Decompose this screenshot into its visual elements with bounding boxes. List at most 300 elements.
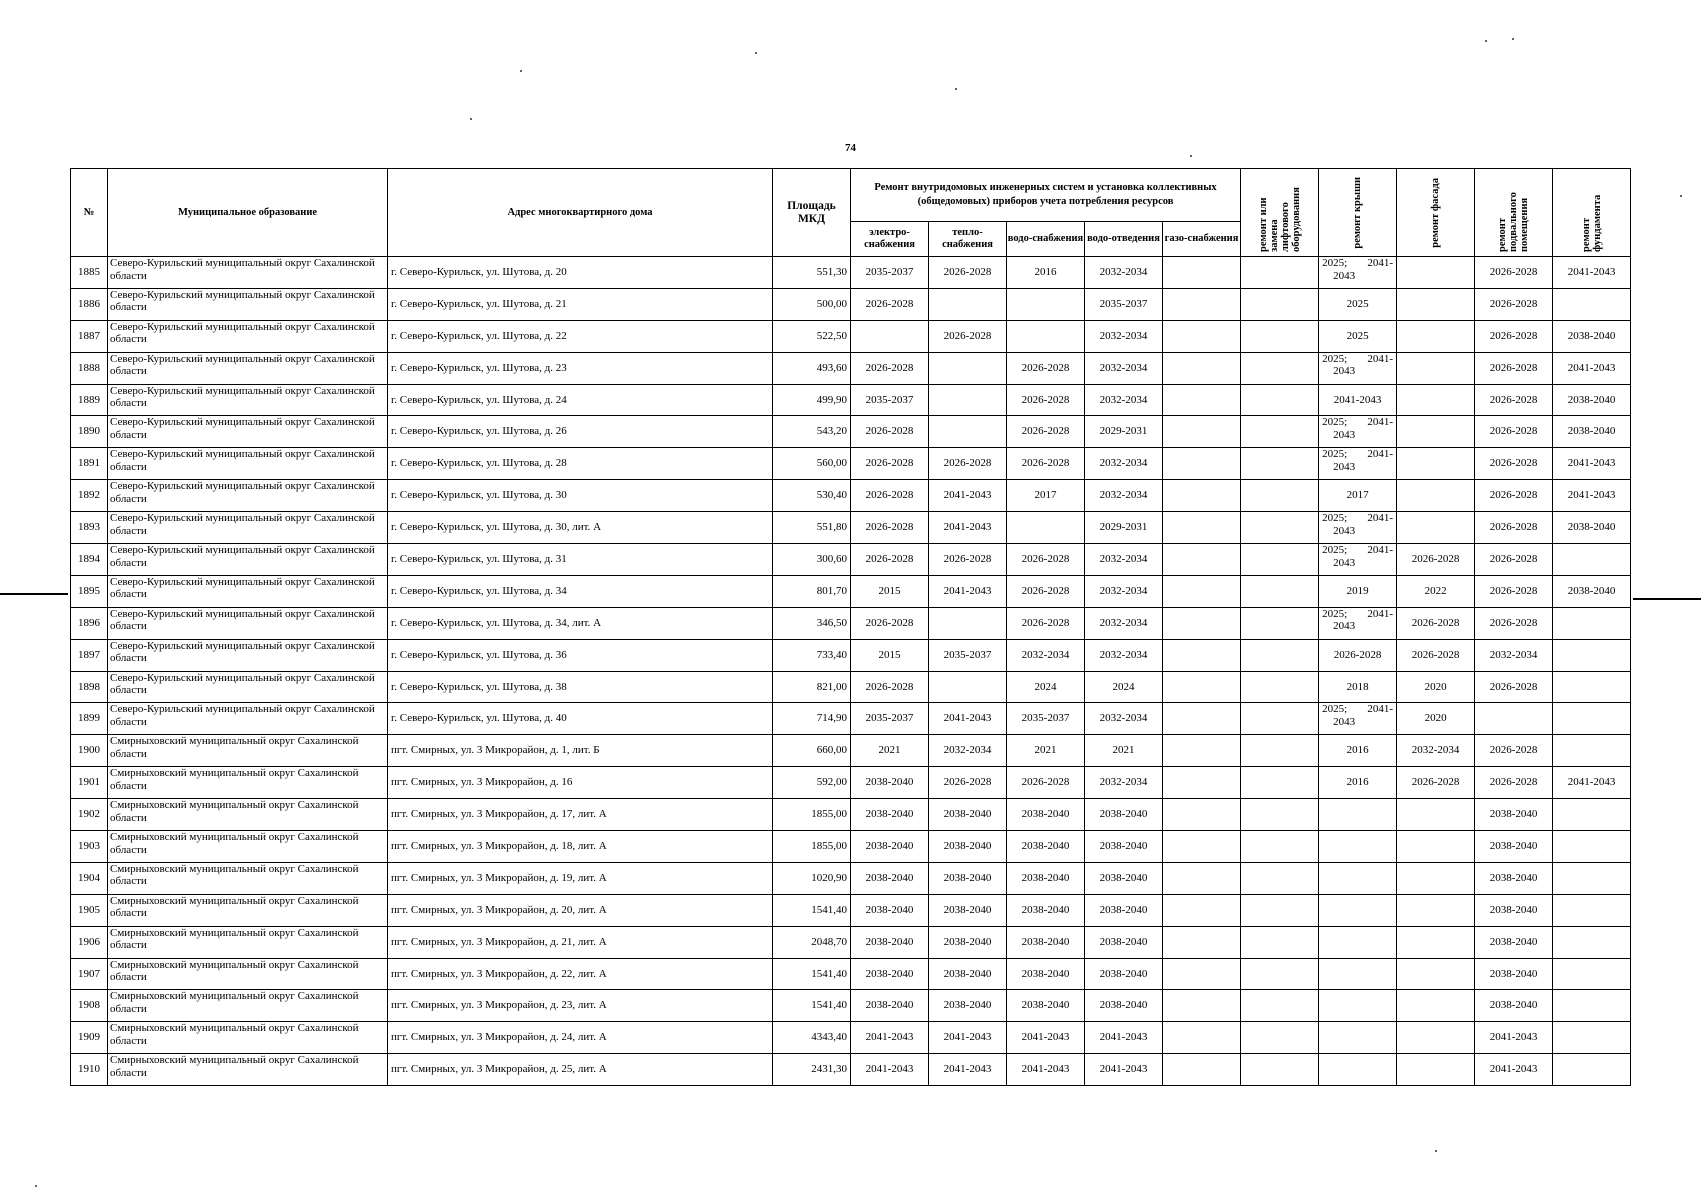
area-cell: 551,30 — [773, 257, 851, 289]
heat-cell: 2041-2043 — [929, 703, 1007, 735]
address-cell: г. Северо-Курильск, ул. Шутова, д. 34, лит. А — [388, 607, 773, 639]
facade-cell — [1397, 416, 1475, 448]
electricity-cell: 2015 — [851, 575, 929, 607]
heat-cell: 2038-2040 — [929, 799, 1007, 831]
electricity-cell: 2035-2037 — [851, 257, 929, 289]
gas-cell — [1163, 639, 1241, 671]
electricity-cell: 2026-2028 — [851, 448, 929, 480]
roof-year-b: 2041- — [1367, 607, 1394, 620]
roof-cell: 2016 — [1319, 767, 1397, 799]
gas-cell — [1163, 894, 1241, 926]
facade-cell — [1397, 990, 1475, 1022]
water-cell: 2038-2040 — [1007, 958, 1085, 990]
electricity-cell: 2038-2040 — [851, 990, 929, 1022]
roof-year-a: 2025; — [1322, 512, 1348, 525]
scan-speck — [520, 70, 522, 72]
roof-cell: 2041-2043 — [1319, 384, 1397, 416]
heat-cell — [929, 416, 1007, 448]
municipality-cell: Смирныховский муниципальный округ Сахалинской области — [108, 894, 388, 926]
water-cell — [1007, 288, 1085, 320]
basement-cell: 2026-2028 — [1475, 480, 1553, 512]
water-cell: 2026-2028 — [1007, 767, 1085, 799]
water-cell: 2024 — [1007, 671, 1085, 703]
electricity-cell: 2026-2028 — [851, 671, 929, 703]
facade-cell — [1397, 480, 1475, 512]
lift-cell — [1241, 1054, 1319, 1086]
gas-cell — [1163, 544, 1241, 576]
roof-cell — [1319, 894, 1397, 926]
roof-year-a: 2025; — [1322, 416, 1348, 429]
electricity-cell: 2015 — [851, 639, 929, 671]
facade-cell: 2022 — [1397, 575, 1475, 607]
gas-cell — [1163, 990, 1241, 1022]
facade-cell: 2026-2028 — [1397, 607, 1475, 639]
table-row — [71, 671, 1631, 703]
electricity-cell: 2038-2040 — [851, 958, 929, 990]
gas-cell — [1163, 257, 1241, 289]
area-cell: 500,00 — [773, 288, 851, 320]
table-header — [71, 169, 1631, 257]
lift-cell — [1241, 544, 1319, 576]
roof-year-c: 2043 — [1333, 428, 1356, 441]
basement-cell: 2026-2028 — [1475, 257, 1553, 289]
foundation-cell — [1553, 735, 1631, 767]
table-row — [71, 288, 1631, 320]
roof-year-c: 2043 — [1333, 269, 1356, 282]
gas-cell — [1163, 416, 1241, 448]
lift-cell — [1241, 288, 1319, 320]
address-cell: пгт. Смирных, ул. 3 Микрорайон, д. 17, лит. А — [388, 799, 773, 831]
area-cell: 346,50 — [773, 607, 851, 639]
header-heat: тепло-снабжения — [929, 222, 1007, 257]
heat-cell — [929, 352, 1007, 384]
lift-cell — [1241, 990, 1319, 1022]
area-cell: 551,80 — [773, 512, 851, 544]
row-number: 1894 — [71, 544, 108, 576]
row-number: 1909 — [71, 1022, 108, 1054]
roof-cell: 2025 — [1319, 288, 1397, 320]
lift-cell — [1241, 799, 1319, 831]
row-number: 1887 — [71, 320, 108, 352]
water-cell: 2016 — [1007, 257, 1085, 289]
gas-cell — [1163, 448, 1241, 480]
sewer-cell: 2032-2034 — [1085, 607, 1163, 639]
gas-cell — [1163, 831, 1241, 863]
foundation-cell: 2041-2043 — [1553, 480, 1631, 512]
address-cell: пгт. Смирных, ул. 3 Микрорайон, д. 1, лит. Б — [388, 735, 773, 767]
roof-year-c: 2043 — [1333, 556, 1356, 569]
municipality-cell: Смирныховский муниципальный округ Сахалинской области — [108, 831, 388, 863]
municipality-cell: Смирныховский муниципальный округ Сахалинской области — [108, 1054, 388, 1086]
roof-cell — [1319, 416, 1397, 448]
table-row — [71, 448, 1631, 480]
scan-speck — [1485, 40, 1487, 42]
address-cell: пгт. Смирных, ул. 3 Микрорайон, д. 25, лит. А — [388, 1054, 773, 1086]
roof-cell — [1319, 703, 1397, 735]
water-cell: 2041-2043 — [1007, 1054, 1085, 1086]
facade-cell — [1397, 448, 1475, 480]
header-gas: газо-снабжения — [1163, 222, 1241, 257]
lift-cell — [1241, 639, 1319, 671]
facade-cell — [1397, 512, 1475, 544]
table-body — [71, 257, 1631, 1086]
municipality-cell: Северо-Курильский муниципальный округ Сахалинской области — [108, 480, 388, 512]
lift-cell — [1241, 671, 1319, 703]
basement-cell: 2038-2040 — [1475, 799, 1553, 831]
area-cell: 1855,00 — [773, 799, 851, 831]
facade-cell: 2020 — [1397, 671, 1475, 703]
lift-cell — [1241, 1022, 1319, 1054]
electricity-cell: 2026-2028 — [851, 480, 929, 512]
lift-cell — [1241, 894, 1319, 926]
facade-cell — [1397, 288, 1475, 320]
roof-cell — [1319, 958, 1397, 990]
heat-cell: 2032-2034 — [929, 735, 1007, 767]
sewer-cell: 2029-2031 — [1085, 512, 1163, 544]
foundation-cell — [1553, 894, 1631, 926]
address-cell: г. Северо-Курильск, ул. Шутова, д. 22 — [388, 320, 773, 352]
water-cell: 2038-2040 — [1007, 990, 1085, 1022]
electricity-cell: 2041-2043 — [851, 1022, 929, 1054]
gas-cell — [1163, 767, 1241, 799]
heat-cell: 2038-2040 — [929, 862, 1007, 894]
facade-cell — [1397, 831, 1475, 863]
heat-cell — [929, 671, 1007, 703]
lift-cell — [1241, 958, 1319, 990]
row-number: 1889 — [71, 384, 108, 416]
lift-cell — [1241, 384, 1319, 416]
sewer-cell: 2032-2034 — [1085, 448, 1163, 480]
water-cell: 2026-2028 — [1007, 575, 1085, 607]
sewer-cell: 2021 — [1085, 735, 1163, 767]
address-cell: пгт. Смирных, ул. 3 Микрорайон, д. 16 — [388, 767, 773, 799]
basement-cell: 2026-2028 — [1475, 735, 1553, 767]
scan-speck — [1680, 195, 1682, 197]
roof-cell — [1319, 831, 1397, 863]
heat-cell: 2041-2043 — [929, 1022, 1007, 1054]
basement-cell: 2026-2028 — [1475, 448, 1553, 480]
foundation-cell: 2038-2040 — [1553, 512, 1631, 544]
roof-year-a: 2025; — [1322, 703, 1348, 716]
roof-cell — [1319, 862, 1397, 894]
foundation-cell — [1553, 703, 1631, 735]
electricity-cell: 2038-2040 — [851, 767, 929, 799]
basement-cell: 2038-2040 — [1475, 862, 1553, 894]
foundation-cell — [1553, 831, 1631, 863]
municipality-cell: Северо-Курильский муниципальный округ Сахалинской области — [108, 575, 388, 607]
address-cell: г. Северо-Курильск, ул. Шутова, д. 24 — [388, 384, 773, 416]
foundation-cell — [1553, 862, 1631, 894]
row-number: 1904 — [71, 862, 108, 894]
address-cell: пгт. Смирных, ул. 3 Микрорайон, д. 19, лит. А — [388, 862, 773, 894]
basement-cell: 2038-2040 — [1475, 958, 1553, 990]
basement-cell: 2038-2040 — [1475, 926, 1553, 958]
roof-year-c: 2043 — [1333, 365, 1356, 378]
sewer-cell: 2029-2031 — [1085, 416, 1163, 448]
address-cell: г. Северо-Курильск, ул. Шутова, д. 40 — [388, 703, 773, 735]
heat-cell: 2038-2040 — [929, 958, 1007, 990]
gas-cell — [1163, 288, 1241, 320]
row-number: 1902 — [71, 799, 108, 831]
municipality-cell: Северо-Курильский муниципальный округ Сахалинской области — [108, 607, 388, 639]
roof-year-b: 2041- — [1367, 544, 1394, 557]
address-cell: г. Северо-Курильск, ул. Шутова, д. 36 — [388, 639, 773, 671]
address-cell: пгт. Смирных, ул. 3 Микрорайон, д. 20, лит. А — [388, 894, 773, 926]
area-cell: 714,90 — [773, 703, 851, 735]
gas-cell — [1163, 480, 1241, 512]
lift-cell — [1241, 862, 1319, 894]
header-foundation — [1553, 169, 1631, 257]
table-row — [71, 384, 1631, 416]
foundation-cell: 2041-2043 — [1553, 257, 1631, 289]
foundation-cell — [1553, 1022, 1631, 1054]
address-cell: г. Северо-Курильск, ул. Шутова, д. 31 — [388, 544, 773, 576]
table-row — [71, 1054, 1631, 1086]
header-address: Адрес многоквартирного дома — [388, 169, 773, 257]
roof-year-b: 2041- — [1367, 416, 1394, 429]
basement-cell: 2041-2043 — [1475, 1022, 1553, 1054]
address-cell: г. Северо-Курильск, ул. Шутова, д. 30 — [388, 480, 773, 512]
foundation-cell — [1553, 288, 1631, 320]
area-cell: 4343,40 — [773, 1022, 851, 1054]
roof-cell — [1319, 799, 1397, 831]
basement-cell: 2026-2028 — [1475, 767, 1553, 799]
water-cell: 2026-2028 — [1007, 416, 1085, 448]
area-cell: 1541,40 — [773, 894, 851, 926]
sewer-cell: 2038-2040 — [1085, 831, 1163, 863]
facade-cell: 2032-2034 — [1397, 735, 1475, 767]
gas-cell — [1163, 703, 1241, 735]
sewer-cell: 2032-2034 — [1085, 703, 1163, 735]
municipality-cell: Смирныховский муниципальный округ Сахалинской области — [108, 767, 388, 799]
scan-speck — [1512, 38, 1514, 40]
header-basement-label: ремонт подвального помещения — [1497, 191, 1531, 252]
lift-cell — [1241, 448, 1319, 480]
foundation-cell: 2038-2040 — [1553, 575, 1631, 607]
sewer-cell: 2038-2040 — [1085, 799, 1163, 831]
lift-cell — [1241, 257, 1319, 289]
row-number: 1895 — [71, 575, 108, 607]
area-cell: 543,20 — [773, 416, 851, 448]
heat-cell: 2026-2028 — [929, 767, 1007, 799]
roof-year-b: 2041- — [1367, 257, 1394, 269]
electricity-cell: 2026-2028 — [851, 416, 929, 448]
facade-cell — [1397, 1054, 1475, 1086]
area-cell: 1541,40 — [773, 990, 851, 1022]
table-row — [71, 958, 1631, 990]
heat-cell: 2041-2043 — [929, 1054, 1007, 1086]
area-cell: 530,40 — [773, 480, 851, 512]
heat-cell: 2026-2028 — [929, 257, 1007, 289]
row-number: 1897 — [71, 639, 108, 671]
heat-cell: 2041-2043 — [929, 575, 1007, 607]
capital-repair-table — [70, 168, 1631, 1086]
municipality-cell: Северо-Курильский муниципальный округ Сахалинской области — [108, 352, 388, 384]
heat-cell: 2038-2040 — [929, 990, 1007, 1022]
basement-cell — [1475, 703, 1553, 735]
row-number: 1910 — [71, 1054, 108, 1086]
municipality-cell: Северо-Курильский муниципальный округ Сахалинской области — [108, 257, 388, 289]
electricity-cell: 2038-2040 — [851, 799, 929, 831]
foundation-cell — [1553, 799, 1631, 831]
facade-cell — [1397, 862, 1475, 894]
address-cell: пгт. Смирных, ул. 3 Микрорайон, д. 21, лит. А — [388, 926, 773, 958]
lift-cell — [1241, 607, 1319, 639]
lift-cell — [1241, 480, 1319, 512]
foundation-cell: 2041-2043 — [1553, 352, 1631, 384]
heat-cell: 2026-2028 — [929, 448, 1007, 480]
municipality-cell: Северо-Курильский муниципальный округ Сахалинской области — [108, 703, 388, 735]
electricity-cell: 2026-2028 — [851, 512, 929, 544]
water-cell: 2038-2040 — [1007, 831, 1085, 863]
heat-cell — [929, 607, 1007, 639]
electricity-cell: 2041-2043 — [851, 1054, 929, 1086]
basement-cell: 2038-2040 — [1475, 894, 1553, 926]
sewer-cell: 2032-2034 — [1085, 480, 1163, 512]
header-foundation-label: ремонт фундамента — [1580, 194, 1603, 252]
roof-cell: 2017 — [1319, 480, 1397, 512]
roof-cell: 2026-2028 — [1319, 639, 1397, 671]
roof-cell: 2019 — [1319, 575, 1397, 607]
heat-cell: 2038-2040 — [929, 894, 1007, 926]
basement-cell: 2026-2028 — [1475, 607, 1553, 639]
municipality-cell: Смирныховский муниципальный округ Сахалинской области — [108, 1022, 388, 1054]
header-roof — [1319, 169, 1397, 257]
facade-cell: 2026-2028 — [1397, 767, 1475, 799]
lift-cell — [1241, 416, 1319, 448]
foundation-cell — [1553, 958, 1631, 990]
lift-cell — [1241, 735, 1319, 767]
facade-cell — [1397, 257, 1475, 289]
table-row — [71, 799, 1631, 831]
roof-cell — [1319, 926, 1397, 958]
row-number: 1893 — [71, 512, 108, 544]
electricity-cell: 2026-2028 — [851, 607, 929, 639]
water-cell: 2026-2028 — [1007, 448, 1085, 480]
heat-cell: 2038-2040 — [929, 926, 1007, 958]
area-cell: 2431,30 — [773, 1054, 851, 1086]
facade-cell — [1397, 320, 1475, 352]
heat-cell: 2041-2043 — [929, 512, 1007, 544]
lift-cell — [1241, 703, 1319, 735]
area-cell: 300,60 — [773, 544, 851, 576]
foundation-cell: 2041-2043 — [1553, 448, 1631, 480]
municipality-cell: Северо-Курильский муниципальный округ Сахалинской области — [108, 288, 388, 320]
foundation-cell: 2041-2043 — [1553, 767, 1631, 799]
basement-cell: 2026-2028 — [1475, 288, 1553, 320]
scan-fold-line — [0, 593, 68, 595]
roof-year-c: 2043 — [1333, 524, 1356, 537]
scan-speck — [755, 52, 757, 54]
row-number: 1890 — [71, 416, 108, 448]
area-cell: 821,00 — [773, 671, 851, 703]
header-area: Площадь МКД — [773, 169, 851, 257]
basement-cell: 2026-2028 — [1475, 512, 1553, 544]
electricity-cell: 2038-2040 — [851, 831, 929, 863]
municipality-cell: Смирныховский муниципальный округ Сахалинской области — [108, 862, 388, 894]
lift-cell — [1241, 831, 1319, 863]
sewer-cell: 2038-2040 — [1085, 926, 1163, 958]
electricity-cell: 2026-2028 — [851, 352, 929, 384]
electricity-cell: 2038-2040 — [851, 926, 929, 958]
roof-cell: 2025 — [1319, 320, 1397, 352]
facade-cell — [1397, 894, 1475, 926]
facade-cell — [1397, 352, 1475, 384]
row-number: 1900 — [71, 735, 108, 767]
table-row — [71, 575, 1631, 607]
address-cell: г. Северо-Курильск, ул. Шутова, д. 38 — [388, 671, 773, 703]
header-lift — [1241, 169, 1319, 257]
table-row — [71, 735, 1631, 767]
roof-year-a: 2025; — [1322, 448, 1348, 461]
address-cell: г. Северо-Курильск, ул. Шутова, д. 30, лит. А — [388, 512, 773, 544]
table-row — [71, 767, 1631, 799]
row-number: 1885 — [71, 257, 108, 289]
water-cell — [1007, 512, 1085, 544]
header-roof-label: ремонт крыши — [1352, 176, 1364, 249]
sewer-cell: 2038-2040 — [1085, 990, 1163, 1022]
header-electricity: электро-снабжения — [851, 222, 929, 257]
sewer-cell: 2035-2037 — [1085, 288, 1163, 320]
scan-speck — [35, 1185, 37, 1187]
scan-speck — [470, 118, 472, 120]
header-facade-label: ремонт фасада — [1430, 177, 1442, 248]
water-cell: 2026-2028 — [1007, 384, 1085, 416]
basement-cell: 2032-2034 — [1475, 639, 1553, 671]
lift-cell — [1241, 320, 1319, 352]
row-number: 1886 — [71, 288, 108, 320]
roof-year-c: 2043 — [1333, 715, 1356, 728]
row-number: 1898 — [71, 671, 108, 703]
header-sewer: водо-отведения — [1085, 222, 1163, 257]
basement-cell: 2026-2028 — [1475, 352, 1553, 384]
row-number: 1899 — [71, 703, 108, 735]
sewer-cell: 2032-2034 — [1085, 575, 1163, 607]
row-number: 1908 — [71, 990, 108, 1022]
lift-cell — [1241, 575, 1319, 607]
area-cell: 2048,70 — [773, 926, 851, 958]
water-cell: 2035-2037 — [1007, 703, 1085, 735]
area-cell: 733,40 — [773, 639, 851, 671]
sewer-cell: 2032-2034 — [1085, 767, 1163, 799]
municipality-cell: Смирныховский муниципальный округ Сахалинской области — [108, 990, 388, 1022]
gas-cell — [1163, 862, 1241, 894]
heat-cell: 2026-2028 — [929, 320, 1007, 352]
water-cell: 2026-2028 — [1007, 352, 1085, 384]
header-facade — [1397, 169, 1475, 257]
roof-cell — [1319, 544, 1397, 576]
area-cell: 1541,40 — [773, 958, 851, 990]
header-no: № — [71, 169, 108, 257]
electricity-cell: 2038-2040 — [851, 862, 929, 894]
municipality-cell: Северо-Курильский муниципальный округ Сахалинской области — [108, 384, 388, 416]
address-cell: пгт. Смирных, ул. 3 Микрорайон, д. 18, лит. А — [388, 831, 773, 863]
header-water: водо-снабжения — [1007, 222, 1085, 257]
municipality-cell: Северо-Курильский муниципальный округ Сахалинской области — [108, 416, 388, 448]
sewer-cell: 2024 — [1085, 671, 1163, 703]
basement-cell: 2041-2043 — [1475, 1054, 1553, 1086]
row-number: 1891 — [71, 448, 108, 480]
water-cell: 2021 — [1007, 735, 1085, 767]
gas-cell — [1163, 607, 1241, 639]
basement-cell: 2038-2040 — [1475, 831, 1553, 863]
gas-cell — [1163, 926, 1241, 958]
roof-cell: 2018 — [1319, 671, 1397, 703]
gas-cell — [1163, 735, 1241, 767]
gas-cell — [1163, 1022, 1241, 1054]
sewer-cell: 2032-2034 — [1085, 352, 1163, 384]
row-number: 1907 — [71, 958, 108, 990]
